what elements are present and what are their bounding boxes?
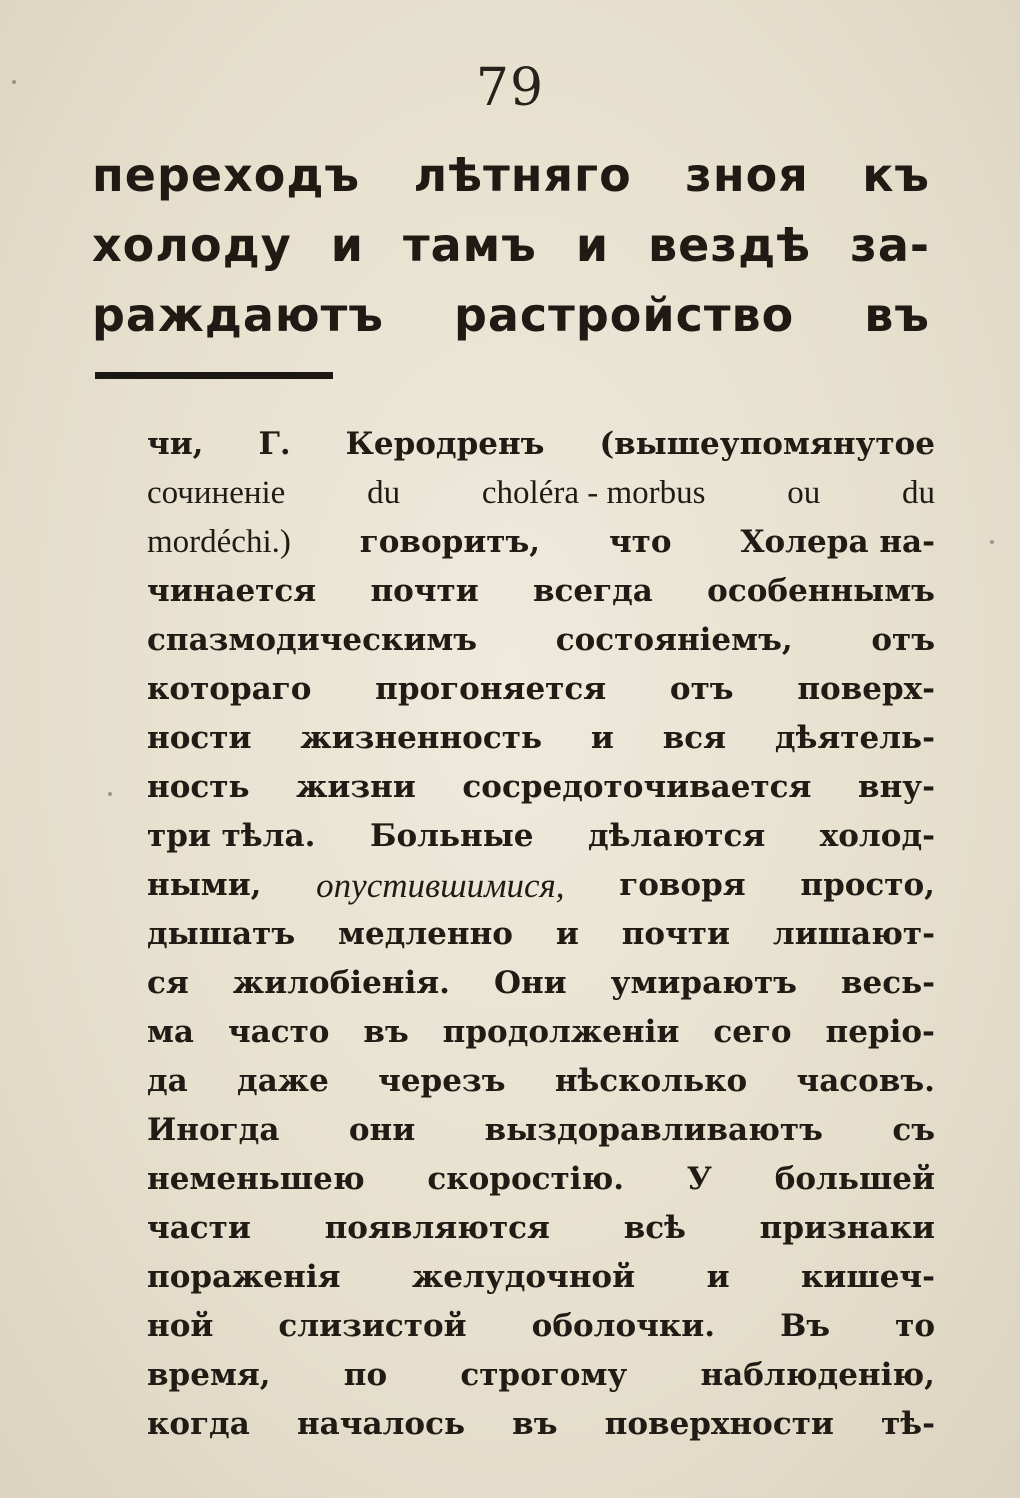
footnote-word: признаки [759,1210,935,1246]
footnote-line [147,910,935,959]
footnote-word: прогоняется [375,671,607,707]
footnote-word: по [343,1357,388,1393]
footnote-word: ными, [147,867,262,903]
main-text-block [92,140,930,350]
main-text-word: холоду [92,218,292,272]
footnote-word: всегда [533,573,653,609]
footnote-word: наблюденію, [700,1357,935,1393]
footnote-word: Иногда [147,1112,280,1148]
footnote-word: опустившимися, [316,866,565,905]
paper-speck [108,792,112,796]
main-text-word: къ [862,148,930,202]
main-text-word: растройство [453,288,795,342]
footnote-word: просто, [800,867,935,903]
footnote-word: въ [512,1406,558,1442]
footnote-separator-rule [95,372,333,379]
main-text-word: и [575,218,610,272]
footnote-word: поверхности [604,1406,834,1442]
footnote-word: весь- [840,965,935,1001]
footnote-word: отъ [871,622,935,658]
footnote-line [147,1351,935,1400]
footnote-word: du [367,475,401,511]
footnote-word: кишеч- [801,1259,935,1295]
footnote-word: говоря [619,867,746,903]
footnote-line [147,665,935,714]
footnote-word: умираютъ [610,965,797,1001]
footnote-word: пораженія [147,1259,341,1295]
footnote-word: спазмодическимъ [147,622,478,658]
main-text-word: раждаютъ [92,288,384,342]
footnote-word: Больные [369,818,534,854]
footnote-block [147,420,935,1449]
footnote-word: когда [147,1406,250,1442]
main-text-line [92,210,930,280]
footnote-word: оболочки. [531,1308,716,1344]
footnote-line [147,861,935,910]
footnote-word: тѣ- [881,1406,935,1442]
footnote-word: сосредоточивается [462,769,812,805]
footnote-word: сочиненіе [147,475,286,511]
footnote-word: du [902,475,935,511]
footnote-word: ность [147,769,250,805]
footnote-word: ности [147,720,252,756]
footnote-line [147,1253,935,1302]
footnote-line [147,518,935,567]
footnote-word: У [686,1161,712,1197]
footnote-word: Керодренъ [345,426,545,462]
footnote-word: холод- [819,818,935,854]
footnote-word: началось [296,1406,465,1442]
footnote-word: Холера на- [740,524,935,560]
footnote-line [147,959,935,1008]
footnote-line [147,1008,935,1057]
footnote-word: неменьшею [147,1161,365,1197]
main-text-word: переходъ [92,148,361,202]
main-text-word: лѣтняго [413,148,632,202]
footnote-word: поверх- [797,671,935,707]
footnote-word: что [608,524,672,560]
footnote-line [147,1057,935,1106]
main-text-word: тамъ [402,218,537,272]
footnote-word: строгому [460,1357,628,1393]
footnote-word: время, [147,1357,271,1393]
footnote-word: три тѣла. [147,818,316,854]
footnote-word: вну- [858,769,935,805]
footnote-word: выздоравливаютъ [484,1112,823,1148]
footnote-word: состояніемъ, [555,622,793,658]
footnote-word: чинается [147,573,317,609]
footnote-word: черезъ [378,1063,506,1099]
footnote-word: отъ [669,671,734,707]
footnote-word: и [590,720,614,756]
footnote-word: лишают- [772,916,935,952]
footnote-word: (вышеупомянутое [599,426,935,462]
footnote-word: часовъ. [796,1063,935,1099]
main-text-word: въ [864,288,930,342]
footnote-word: и [706,1259,730,1295]
footnote-word: періо- [825,1014,935,1050]
footnote-word: почти [370,573,479,609]
paper-speck [990,540,994,544]
footnote-word: всѣ [623,1210,686,1246]
footnote-word: скоростію. [427,1161,625,1197]
footnote-word: дышатъ [147,916,296,952]
footnote-word: они [348,1112,416,1148]
footnote-line [147,616,935,665]
footnote-word: нѣсколько [554,1063,748,1099]
footnote-line [147,714,935,763]
footnote-word: говоритъ, [359,524,541,560]
footnote-word: съ [892,1112,935,1148]
footnote-word: часто [227,1014,330,1050]
main-text-word: и [330,218,364,272]
footnote-word: жизни [296,769,416,805]
footnote-word: котораго [147,671,312,707]
paper-speck [12,80,16,84]
footnote-line [147,1155,935,1204]
footnote-word: да [147,1063,188,1099]
footnote-line [147,812,935,861]
footnote-line [147,420,935,469]
footnote-word: чи, [147,426,204,462]
footnote-word: въ [363,1014,409,1050]
footnote-word: особеннымъ [707,573,935,609]
footnote-word: части [147,1210,251,1246]
footnote-word: ма [147,1014,195,1050]
footnote-word: сего [713,1014,792,1050]
footnote-word: появляются [324,1210,550,1246]
main-text-line [92,280,930,350]
footnote-word: дѣлаются [588,818,766,854]
footnote-word: почти [621,916,730,952]
footnote-word: ou [787,475,821,511]
footnote-word: то [895,1308,935,1344]
main-text-word: вездѣ [648,218,812,272]
footnote-line [147,1302,935,1351]
main-text-word: зноя [685,148,809,202]
footnote-word: mordéchi.) [147,524,291,560]
footnote-word: Они [493,965,567,1001]
footnote-word: желудочной [411,1259,636,1295]
main-text-line [92,140,930,210]
footnote-word: ной [147,1308,214,1344]
footnote-word: ся [147,965,189,1001]
footnote-word: Въ [780,1308,831,1344]
page-number: 79 [475,58,545,118]
footnote-line [147,763,935,812]
footnote-word: вся [662,720,727,756]
footnote-word: и [555,916,579,952]
footnote-word: дѣятель- [774,720,935,756]
footnote-word: большей [774,1161,935,1197]
footnote-line [147,1400,935,1449]
footnote-line [147,469,935,518]
footnote-word: слизистой [278,1308,467,1344]
footnote-word: Г. [258,426,291,462]
footnote-word: жилобіенія. [232,965,450,1001]
footnote-line [147,1106,935,1155]
footnote-line [147,567,935,616]
footnote-word: даже [237,1063,329,1099]
footnote-word: жизненность [300,720,542,756]
main-text-word: за- [850,218,930,272]
footnote-line [147,1204,935,1253]
footnote-word: медленно [338,916,513,952]
footnote-word: choléra - morbus [481,475,706,511]
footnote-word: продолженіи [442,1014,680,1050]
